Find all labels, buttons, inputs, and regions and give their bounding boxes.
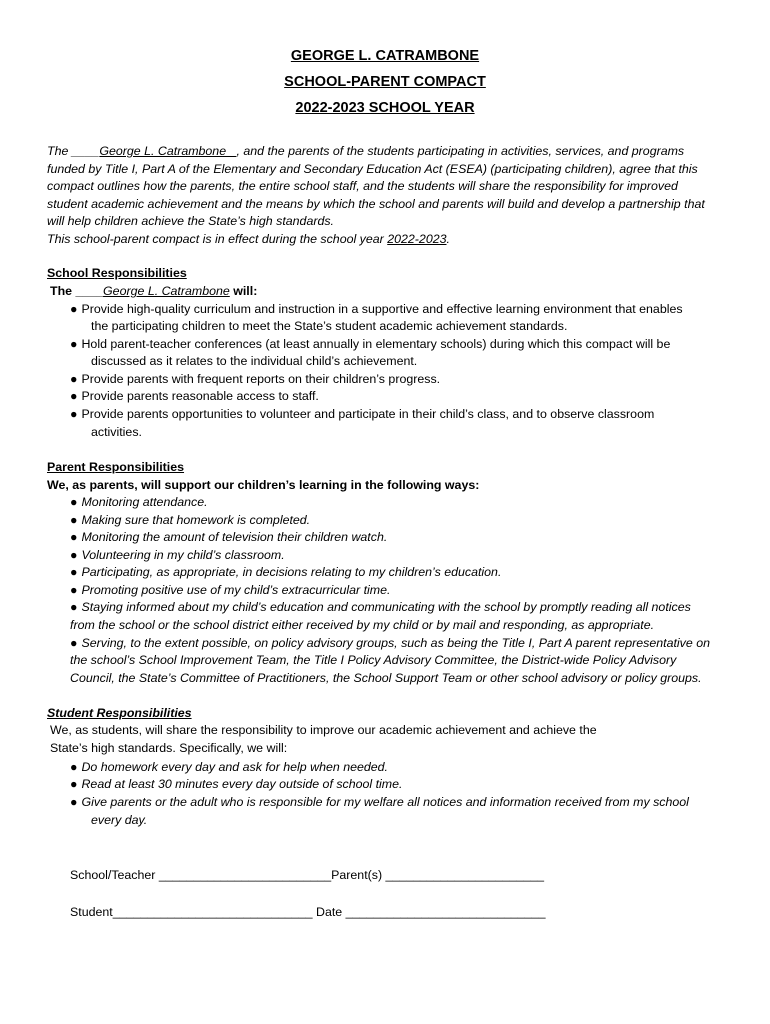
school-item: ● Provide high-quality curriculum and instruction in a supportive and effective learning environment that enables	[70, 301, 683, 318]
parent-item: ● Participating, as appropriate, in decisions relating to my children’s education.	[70, 564, 501, 581]
student-responsibilities-heading: Student Responsibilities	[47, 706, 192, 720]
parent-item: ● Monitoring attendance.	[70, 494, 208, 511]
parent-item: ● Serving, to the extent possible, on policy advisory groups, such as being the Title I, Part A parent representative on	[70, 635, 710, 652]
intro-line-1: The ____George L. Catrambone_ , and the parents of the students participating in activities, services, and programs	[47, 144, 685, 158]
parent-item-cont: the school’s School Improvement Team, the Title I Policy Advisory Committee, the District-wide Policy Advisory	[70, 653, 677, 667]
parent-item-cont: Council, the State’s Committee of Practitioners, the School Support Team or other school advisory or policy groups.	[70, 671, 702, 685]
intro-effect-line: This school-parent compact is in effect during the school year 2022-2023.	[47, 232, 450, 246]
student-lead-2: State’s high standards. Specifically, we will:	[50, 741, 288, 755]
parent-item-cont: from the school or the school district either received by my child or by mail and responding, as appropriate.	[70, 618, 655, 632]
compact-title-heading: SCHOOL-PARENT COMPACT	[284, 74, 486, 90]
school-item: ● Hold parent-teacher conferences (at least annually in elementary schools) during which this compact will be	[70, 336, 670, 353]
student-item: ● Do homework every day and ask for help when needed.	[70, 759, 388, 776]
effect-year: 2022-2023	[387, 232, 447, 246]
school-year-heading: 2022-2023 SCHOOL YEAR	[295, 100, 475, 116]
school-item-cont: discussed as it relates to the individual child’s achievement.	[91, 354, 418, 368]
school-name-heading: GEORGE L. CATRAMBONE	[290, 48, 480, 64]
parent-item: ● Making sure that homework is completed.	[70, 512, 310, 529]
signature-school-parent-line[interactable]: School/Teacher _________________________Parent(s) _______________________	[70, 868, 545, 882]
school-responsibilities-heading: School Responsibilities	[47, 266, 187, 280]
student-item-cont: every day.	[91, 813, 148, 827]
school-will-line: The ____George L. Catrambone will:	[50, 284, 258, 298]
student-item: ● Read at least 30 minutes every day outside of school time.	[70, 776, 402, 793]
school-item-cont: activities.	[91, 425, 142, 439]
parent-item: ● Staying informed about my child’s education and communicating with the school by promptly reading all notices	[70, 599, 691, 616]
intro-line-5: will help children achieve the State’s high standards.	[47, 214, 334, 228]
intro-line-3: compact outlines how the parents, the entire school staff, and the students will share the responsibility for improved	[47, 179, 678, 193]
parent-lead: We, as parents, will support our children’s learning in the following ways:	[47, 478, 480, 492]
school-item: ● Provide parents with frequent reports on their children’s progress.	[70, 371, 440, 388]
intro-school-name: George L. Catrambone_	[99, 144, 237, 158]
parent-item: ● Promoting positive use of my child’s extracurricular time.	[70, 582, 390, 599]
parent-item: ● Volunteering in my child’s classroom.	[70, 547, 285, 564]
student-lead-1: We, as students, will share the responsibility to improve our academic achievement and achieve the	[50, 723, 597, 737]
intro-line-2: funded by Title I, Part A of the Elementary and Secondary Education Act (ESEA) (participating children), agree that this	[47, 162, 698, 176]
student-item: ● Give parents or the adult who is responsible for my welfare all notices and information received from my school	[70, 794, 689, 811]
school-item: ● Provide parents opportunities to volunteer and participate in their child’s class, and to observe classroom	[70, 406, 654, 423]
signature-student-date-line[interactable]: Student_____________________________ Date _____________________________	[70, 905, 546, 919]
parent-responsibilities-heading: Parent Responsibilities	[47, 460, 185, 474]
school-item: ● Provide parents reasonable access to staff.	[70, 388, 319, 405]
school-item-cont: the participating children to meet the State’s student academic achievement standards.	[91, 319, 568, 333]
parent-item: ● Monitoring the amount of television their children watch.	[70, 529, 387, 546]
intro-line-4: student academic achievement and the means by which the school and parents will build and develop a partnership that	[47, 197, 705, 211]
